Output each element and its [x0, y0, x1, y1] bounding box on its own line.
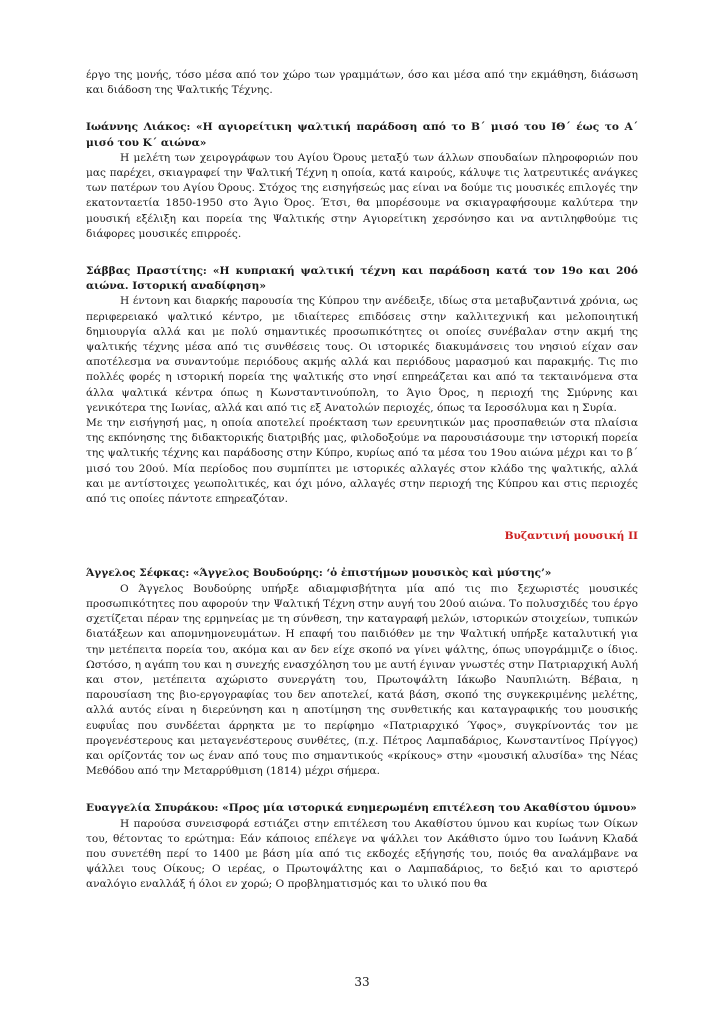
- entry-title-liakos: Ιωάννης Λιάκος: «Η αγιορείτικη ψαλτική παράδοση από το Β΄ μισό του ΙΘ΄ έως το Α΄ μισό του Κ΄ αιώνα»: [86, 121, 638, 149]
- entry-paragraph: Με την εισήγησή μας, η οποία αποτελεί προέκταση των ερευνητικών μας προσπαθειών στα πλαίσια της εκπόνησης της διδακτορικής διατριβής μας, φιλοδοξούμε να παρουσιάσουμε την ιστορική πορεία της ψαλτικής τέχνης και παράδοσης στην Κύπρο, κυρίως από τα μέσα του 19ου αιώνα μέχρι και το β΄ μισό του 20ού. Μία περίοδος που συμπίπτει με ιστορικές αλλαγές στον κλάδο της ψαλτικής, αλλά και με αντίστοιχες γεωπολιτικές, και όχι μόνο, αλλαγές στην περιοχή της Κύπρου και στις περιοχές από τις οποίες πάντοτε επηρεαζόταν.: [86, 417, 638, 506]
- entry-title-spyrakou: Ευαγγελία Σπυράκου: «Προς μία ιστορικά ενημερωμένη επιτέλεση του Ακαθίστου ύμνου»: [86, 802, 637, 815]
- entry-paragraph: Ο Άγγελος Βουδούρης υπήρξε αδιαμφισβήτητα μία από τις πιο ξεχωριστές μουσικές προσωπικότητες που αφορούν την Ψαλτική Τέχνη στην αυγή του 20ού αιώνα. Το πολυσχιδές του έργο σχετίζεται πέραν της ερμηνείας με τη σύνθεση, την καταγραφή μελών, ιστορικών στοιχείων, τυπικών διατάξεων και απομνημονευμάτων. Η επαφή του παιδιόθεν με την Ψαλτική υπήρξε καταλυτική για την μετέπειτα πορεία του, ακόμα και αν δεν είχε σκοπό να γίνει ψάλτης, όπως υπογράμμιζε ο ίδιος. Ωστόσο, η αγάπη του και η συνεχής ενασχόληση του με αυτή έγιναν γνωστές στην Πατριαρχική Αυλή και στον, μετέπειτα αχώριστο συνεργάτη του, Πρωτοψάλτη Ιάκωβο Ναυπλιώτη. Βέβαια, η παρουσίαση της βιο-εργογραφίας του δεν αποτελεί, κατά βάση, σκοπό της συγκεκριμένης μελέτης, αλλά αυτός είναι η διερεύνηση και η αποτίμηση της συνθετικής και καταγραφικής του μουσικής ευφυΐας που συνδέεται άρρηκτα με το περίφημο «Πατριαρχικό Ύφος», συγκρίνοντάς τον με προγενέστερους και μεταγενέστερους συνθέτες, (π.χ. Πέτρος Λαμπαδάριος, Κωνσταντίνος Πρίγγος) και ορίζοντάς τον ως έναν από τους πιο σημαντικούς «κρίκους» στην «μουσική αλυσίδα» της Νέας Μεθόδου από την Μεταρρύθμιση (1814) μέχρι σήμερα.: [86, 582, 638, 778]
- continuation-paragraph: έργο της μονής, τόσο μέσα από τον χώρο των γραμμάτων, όσο και μέσα από την εκμάθηση, διάσωση και διάδοση της Ψαλτικής Τέχνης.: [86, 69, 638, 97]
- entry-paragraph: Η μελέτη των χειρογράφων του Αγίου Όρους μεταξύ των άλλων σπουδαίων πληροφοριών που μας παρέχει, σκιαγραφεί την Ψαλτική Τέχνη η οποία, κατά καιρούς, κάλυψε τις λατρευτικές ανάγκες των πατέρων του Αγίου Όρους. Στόχος της εισηγήσεώς μας είναι να δούμε τις μουσικές επιλογές την εκατονταετία 1850-1950 στο Άγιο Όρος. Έτσι, θα μπορέσουμε να σκιαγραφήσουμε καλύτερα την μουσική εξέλιξη και πορεία της Ψαλτικής στην Αγιορείτικη χερσόνησο και να αντιληφθούμε τις διάφορες μουσικές επιρροές.: [86, 151, 638, 240]
- page-number: 33: [354, 975, 370, 989]
- section-heading: Βυζαντινή μουσική ΙΙ: [504, 530, 638, 543]
- entry-paragraph: Η παρούσα συνεισφορά εστιάζει στην επιτέλεση του Ακαθίστου ύμνου και κυρίως των Οίκων του, θέτοντας το ερώτημα: Εάν κάποιος επέλεγε να ψάλλει τον Ακάθιστο ύμνο του Ιωάννη Κλαδά που συνετέθη περί το 1400 με βάση μία από τις εκδοχές εξήγησής του, ποιός θα αναλάμβανε να ψάλλει τους Οίκους; Ο ιερέας, ο Πρωτοψάλτης και ο Λαμπαδάριος, το δεξιό και το αριστερό αναλόγιο εναλλάξ ή όλοι εν χορώ; Ο προβληματισμός και το υλικό που θα: [86, 817, 638, 891]
- entry-title-sefkas: Άγγελος Σέφκας: «Άγγελος Βουδούρης: ‘ὁ ἐπιστήμων μουσικὸς καὶ μύστης’»: [86, 567, 552, 580]
- page-body: [86, 68, 638, 893]
- entry-paragraph: Η έντονη και διαρκής παρουσία της Κύπρου την ανέδειξε, ιδίως στα μεταβυζαντινά χρόνια, ως περιφερειακό ψαλτικό κέντρο, με ιδιαίτερες επιδόσεις στην καλλιτεχνική και μελοποιητική δημιουργία αλλά και με πολύ σημαντικές προσωπικότητες οι οποίες συνέβαλαν στην ακμή της ψαλτικής τέχνης μέσα από τις συνθέσεις τους. Οι ιστορικές διακυμάνσεις του νησιού είχαν σαν αποτέλεσμα να συναντούμε περιόδους ακμής αλλά και περιόδους μαρασμού και παρακμής. Τις πιο πολλές φορές η ιστορική πορεία της ψαλτικής στο νησί επηρεάζεται και από τα τεκταινόμενα στα άλλα ψαλτικά κέντρα όπως η Κωνσταντινούπολη, το Άγιο Όρος, η περιοχή της Σμύρνης και γενικότερα της Ιωνίας, αλλά και από τις εξ Ανατολών περιοχές, όπως τα Ιεροσόλυμα και η Συρία.: [86, 295, 638, 414]
- entry-title-prastitis: Σάββας Πραστίτης: «Η κυπριακή ψαλτική τέχνη και παράδοση κατά τον 19ο και 20ό αιώνα. Ιστορική αναδίφηση»: [86, 265, 638, 293]
